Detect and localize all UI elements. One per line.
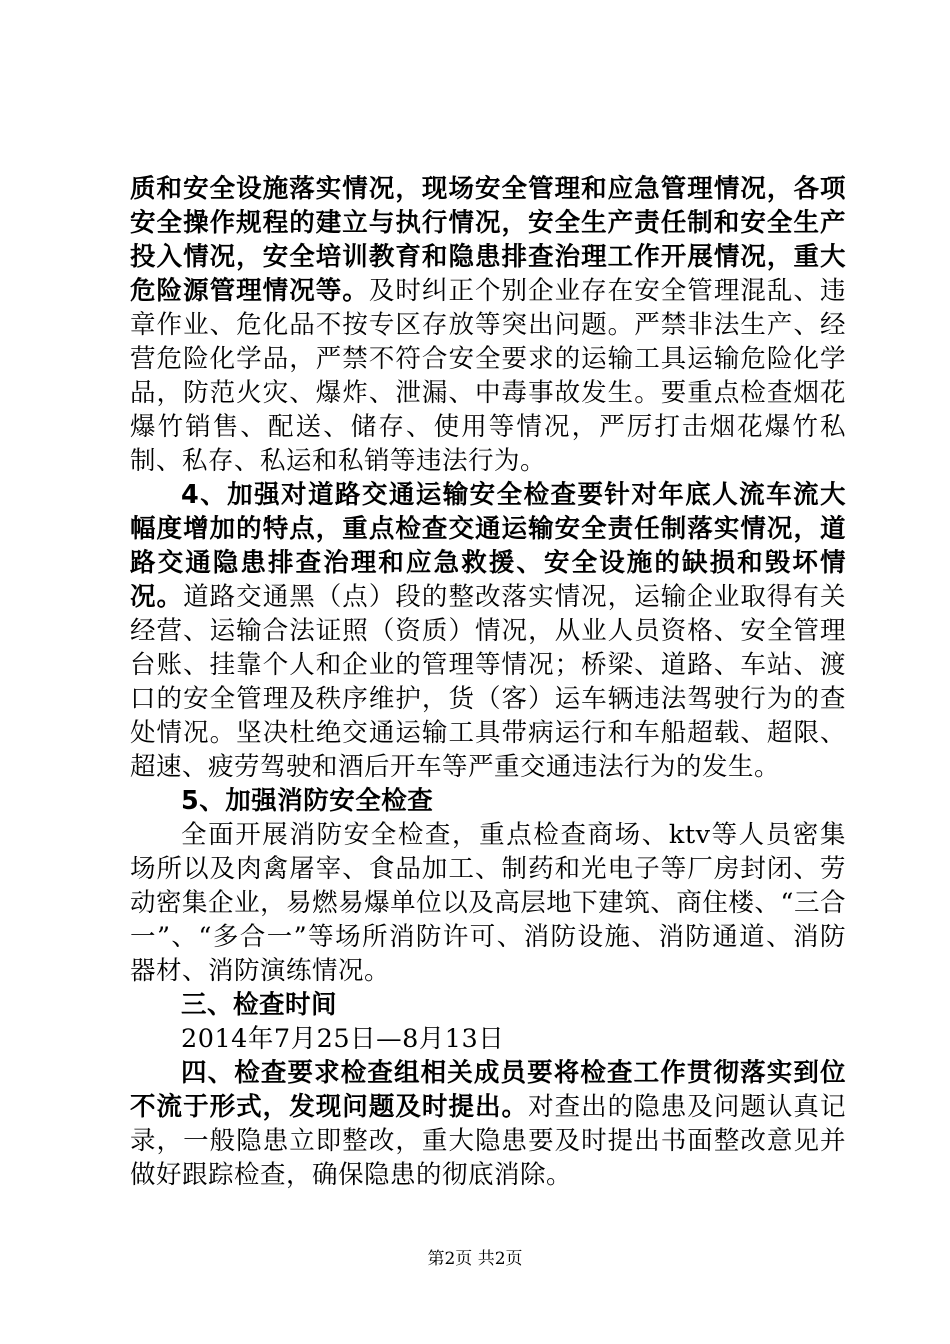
heading-text: 5、加强消防安全检查: [181, 786, 434, 816]
paragraph-inspection-content: [130, 172, 846, 478]
paragraph-body-text: 对查出的隐患及问题认真记录，一般隐患立即整改，重大隐患要及时提出书面整改意见并做好跟踪检查，确保隐患的彻底消除。: [130, 1092, 846, 1190]
paragraph-body-text: 全面开展消防安全检查，重点检查商场、ktv等人员密集场所以及肉禽屠宰、食品加工、制药和光电子等厂房封闭、劳动密集企业，易燃易爆单位以及高层地下建筑、商住楼、“三合一”、“多合一”等场所消防许可、消防设施、消防通道、消防器材、消防演练情况。: [130, 820, 846, 986]
document-body: [130, 172, 846, 1192]
page-number: 第2页 共2页: [427, 1249, 523, 1269]
paragraph-bold-lead: 质和安全设施落实情况，现场安全管理和应急管理情况，各项安全操作规程的建立与执行情况，安全生产责任制和安全生产投入情况，安全培训教育和隐患排查治理工作开展情况，重大危险源管理情况等。: [130, 174, 846, 306]
paragraph-fire-safety: [130, 818, 846, 988]
paragraph-body-text: 及时纠正个别企业存在安全管理混乱、违章作业、危化品不按专区存放等突出问题。严禁非法生产、经营危险化学品，严禁不符合安全要求的运输工具运输危险化学品，防范火灾、爆炸、泄漏、中毒事故发生。要重点检查烟花爆竹销售、配送、储存、使用等情况，严厉打击烟花爆竹私制、私存、私运和私销等违法行为。: [130, 276, 846, 476]
heading-text: 三、检查时间: [181, 990, 338, 1020]
paragraph-inspection-dates: [130, 1022, 846, 1056]
heading-inspection-time: [130, 988, 846, 1022]
date-range-text: 2014年7月25日—8月13日: [181, 1024, 505, 1054]
paragraph-bold-lead: 4、加强对道路交通运输安全检查要针对年底人流车流大幅度增加的特点，重点检查交通运输安全责任制落实情况，道路交通隐患排查治理和应急救援、安全设施的缺损和毁坏情况。: [130, 480, 846, 612]
paragraph-road-traffic: [130, 478, 846, 784]
paragraph-bold-lead: 四、检查要求检查组相关成员要将检查工作贯彻落实到位不流于形式，发现问题及时提出。: [130, 1058, 846, 1122]
heading-fire-safety: [130, 784, 846, 818]
page-footer: [0, 1244, 950, 1269]
paragraph-inspection-requirements: [130, 1056, 846, 1192]
paragraph-body-text: 道路交通黑（点）段的整改落实情况，运输企业取得有关经营、运输合法证照（资质）情况，从业人员资格、安全管理台账、挂靠个人和企业的管理等情况；桥梁、道路、车站、渡口的安全管理及秩序维护，货（客）运车辆违法驾驶行为的查处情况。坚决杜绝交通运输工具带病运行和车船超载、超限、超速、疲劳驾驶和酒后开车等严重交通违法行为的发生。: [130, 582, 846, 782]
